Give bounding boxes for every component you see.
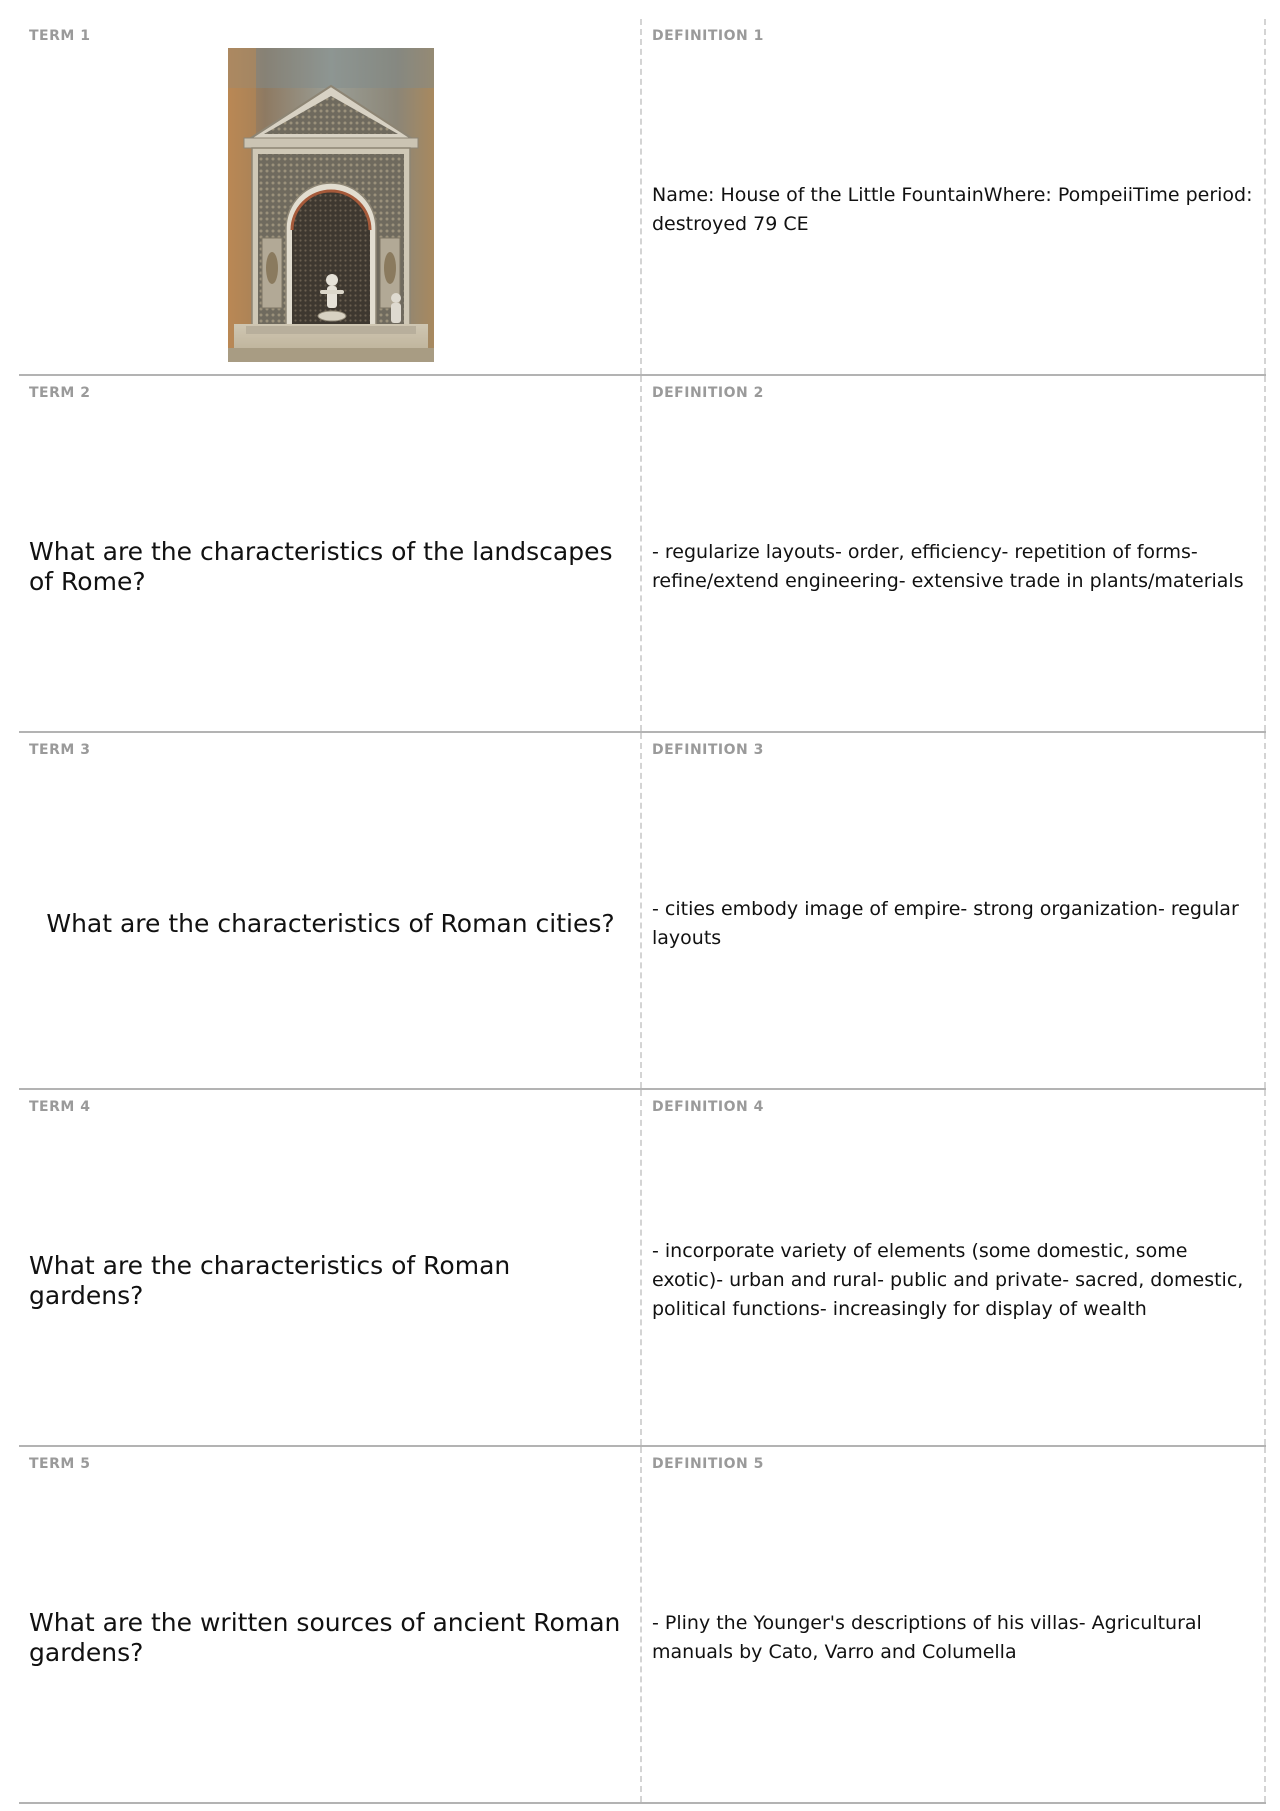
term-label: TERM 2	[29, 385, 91, 401]
definition-body	[652, 53, 1256, 366]
term-text: What are the characteristics of the landscapes of Rome?	[29, 536, 613, 596]
definition-body	[652, 767, 1256, 1080]
definition-text: - Pliny the Younger's descriptions of his villas- Agricultural manuals by Cato, Varro and Columella	[652, 1611, 1202, 1663]
definition-label: DEFINITION 2	[652, 385, 764, 401]
definition-cell	[642, 1090, 1266, 1445]
term-cell	[19, 1090, 642, 1445]
flashcard-row	[19, 1090, 1266, 1447]
term-body	[29, 1124, 632, 1437]
definition-text: - incorporate variety of elements (some domestic, some exotic)- urban and rural- public and private- sacred, domestic, political functions- increasingly for display of wealth	[652, 1240, 1244, 1320]
definition-label: DEFINITION 4	[652, 1099, 764, 1115]
definition-cell	[642, 733, 1266, 1088]
definition-label: DEFINITION 5	[652, 1456, 764, 1472]
term-text: What are the characteristics of Roman cities?	[46, 908, 615, 938]
definition-cell	[642, 1447, 1266, 1802]
term-cell	[19, 376, 642, 731]
definition-cell	[642, 376, 1266, 731]
flashcard-row	[19, 376, 1266, 733]
term-cell	[19, 733, 642, 1088]
term-label: TERM 3	[29, 742, 91, 758]
definition-text: Name: House of the Little FountainWhere: PompeiiTime period: destroyed 79 CE	[652, 183, 1253, 235]
term-text: What are the written sources of ancient Roman gardens?	[29, 1607, 621, 1667]
flashcard-row	[19, 19, 1266, 376]
fountain-photo	[228, 48, 434, 362]
definition-body	[652, 410, 1256, 723]
definition-label: DEFINITION 3	[652, 742, 764, 758]
term-body	[29, 1481, 632, 1794]
flashcard-sheet	[19, 19, 1266, 1804]
term-text: What are the characteristics of Roman gardens?	[29, 1250, 511, 1310]
term-body	[29, 767, 632, 1080]
term-label: TERM 4	[29, 1099, 91, 1115]
term-cell	[19, 19, 642, 374]
definition-body	[652, 1481, 1256, 1794]
definition-body	[652, 1124, 1256, 1437]
definition-text: - regularize layouts- order, efficiency- repetition of forms- refine/extend engineering- extensive trade in plants/materials	[652, 540, 1244, 592]
definition-text: - cities embody image of empire- strong organization- regular layouts	[652, 897, 1239, 949]
definition-cell	[642, 19, 1266, 374]
flashcard-row	[19, 1447, 1266, 1804]
term-label: TERM 1	[29, 28, 91, 44]
term-body	[29, 410, 632, 723]
definition-label: DEFINITION 1	[652, 28, 764, 44]
term-label: TERM 5	[29, 1456, 91, 1472]
term-cell	[19, 1447, 642, 1802]
term-body	[29, 48, 632, 366]
flashcard-row	[19, 733, 1266, 1090]
